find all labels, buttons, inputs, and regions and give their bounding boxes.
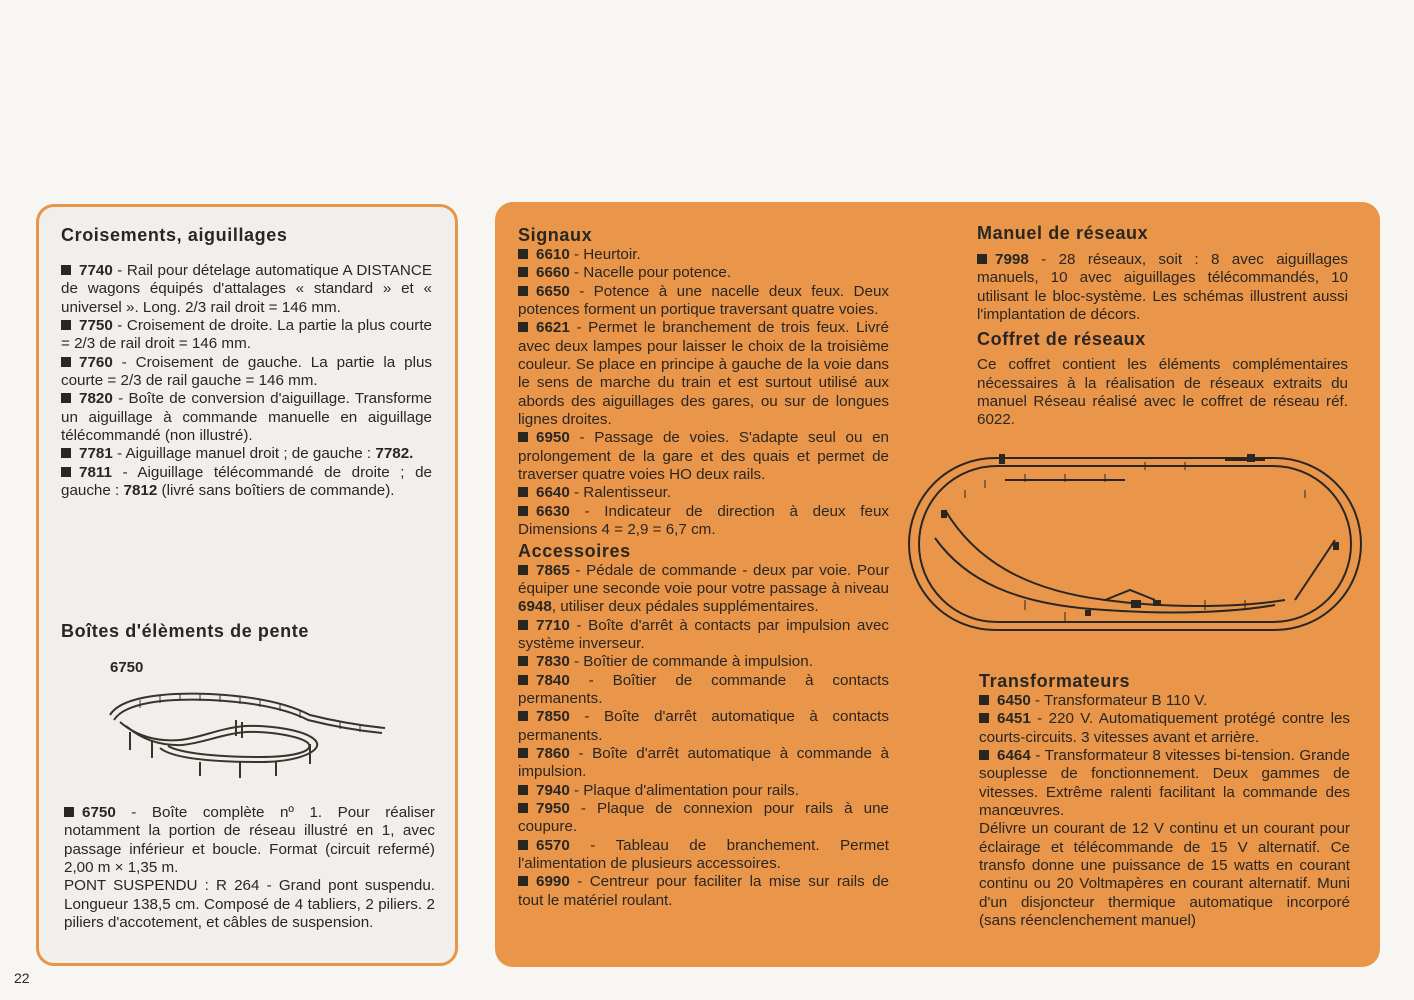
bullet-square-icon [61, 448, 71, 458]
bullet-square-icon [518, 506, 528, 516]
pont-suspendu-text: PONT SUSPENDU : R 264 - Grand pont suspendu. Longueur 138,5 cm. Composé de 4 tabliers, 2 piliers. 2 piliers d'accotement, et câbles de suspension. [64, 877, 435, 932]
list-item: 6570 - Tableau de branchement. Permet l'alimentation de plusieurs accessoires. [518, 836, 889, 872]
bullet-square-icon [977, 254, 987, 264]
section-title-transformateurs: Transformateurs [979, 671, 1131, 691]
list-item: 7740 - Rail pour dételage automatique A DISTANCE de wagons équipés d'attalages « standard » et « universel ». Long. 2/3 rail droit = 146 mm. [61, 262, 432, 316]
list-item: 7750 - Croisement de droite. La partie la plus courte = 2/3 de rail droit = 146 mm. [61, 317, 432, 353]
bullet-square-icon [61, 393, 71, 403]
track-layout-diagram [905, 450, 1365, 640]
list-item: 7940 - Plaque d'alimentation pour rails. [518, 782, 889, 800]
list-item: 6450 - Transformateur B 110 V. [979, 692, 1350, 710]
croisements-list [61, 262, 432, 500]
bullet-square-icon [518, 322, 528, 332]
bullet-square-icon [518, 748, 528, 758]
section-title-croisements: Croisements, aiguillages [61, 225, 288, 245]
list-item: 7820 - Boîte de conversion d'aiguillage. Transforme un aiguillage à commande manuelle en aiguillage télécommandé (non illustré). [61, 390, 432, 445]
bullet-square-icon [979, 695, 989, 705]
bullet-square-icon [64, 807, 74, 817]
list-item: 6464 - Transformateur 8 vitesses bi-tension. Grande souplesse de fonctionnement. Deux gammes de vitesses. Extrême ralenti facilitant la commande des manœuvres. [979, 747, 1350, 820]
list-item: 6451 - 220 V. Automatiquement protégé contre les courts-circuits. 3 vitesses avant et arrière. [979, 710, 1350, 746]
list-item: 7811 - Aiguillage télécommandé de droite ; de gauche : 7812 (livré sans boîtiers de commande). [61, 463, 432, 500]
bullet-square-icon [518, 876, 528, 886]
list-item: 6650 - Potence à une nacelle deux feux. Deux potences forment un portique traversant quatre voies. [518, 282, 889, 319]
list-item: 7830 - Boîtier de commande à impulsion. [518, 653, 889, 671]
list-item: 7998 - 28 réseaux, soit : 8 avec aiguillages manuels, 10 avec aiguillages télécommandés, 10 utilisant le bloc-système. Les schémas illustrent aussi l'implantation de décors. [977, 251, 1348, 324]
transformateurs-extra-text: Délivre un courant de 12 V continu et un courant pour éclairage et télécommande de 15 V alternatif. Ce transfo donne une puissance de 15 watts en courant continu ou 20 Voltmapères en courant alternatif. Muni d'un disjoncteur thermique automatique incorporé (sans réenclenchement manuel) [979, 820, 1350, 930]
list-item: 7860 - Boîte d'arrêt automatique à commande à impulsion. [518, 744, 889, 781]
list-item: 7781 - Aiguillage manuel droit ; de gauche : 7782. [61, 445, 432, 463]
slope-track-illustration [100, 680, 390, 780]
bullet-square-icon [61, 320, 71, 330]
bullet-square-icon [518, 432, 528, 442]
bullet-square-icon [518, 487, 528, 497]
bullet-square-icon [518, 803, 528, 813]
list-item: 7850 - Boîte d'arrêt automatique à contacts permanents. [518, 708, 889, 744]
bullet-square-icon [61, 357, 71, 367]
page-number: 22 [14, 970, 30, 986]
list-item: 7950 - Plaque de connexion pour rails à une coupure. [518, 799, 889, 836]
bullet-square-icon [979, 713, 989, 723]
section-title-boites-pente: Boîtes d'élèments de pente [61, 621, 309, 641]
list-item: 6660 - Nacelle pour potence. [518, 264, 889, 282]
bullet-square-icon [61, 265, 71, 275]
bullet-square-icon [518, 620, 528, 630]
list-item: 6610 - Heurtoir. [518, 246, 889, 264]
list-item: 7710 - Boîte d'arrêt à contacts par impulsion avec système inverseur. [518, 616, 889, 652]
bullet-square-icon [518, 656, 528, 666]
bullet-square-icon [518, 267, 528, 277]
list-item: 6950 - Passage de voies. S'adapte seul ou en prolongement de la gare et des quais et permet de traverser quatre voies HO deux rails. [518, 429, 889, 484]
transformateurs-column [979, 670, 1350, 930]
signaux-accessoires-column [518, 224, 889, 910]
list-item: 7865 - Pédale de commande - deux par voie. Pour équiper une seconde voie pour votre passage à niveau 6948, utiliser deux pédales supplémentaires. [518, 561, 889, 616]
list-item: 7840 - Boîtier de commande à contacts permanents. [518, 671, 889, 707]
coffret-text: Ce coffret contient les éléments complémentaires nécessaires à la réalisation de réseaux extraits du manuel Réseau réalisé avec le coffret de réseau réf. 6022. [977, 356, 1348, 429]
bullet-square-icon [518, 286, 528, 296]
list-item: 6990 - Centreur pour faciliter la mise sur rails de tout le matériel roulant. [518, 873, 889, 909]
bullet-square-icon [518, 785, 528, 795]
list-item: 7760 - Croisement de gauche. La partie la plus courte = 2/3 de rail gauche = 146 mm. [61, 353, 432, 390]
list-item: 6630 - Indicateur de direction à deux feux Dimensions 4 = 2,9 = 6,7 cm. [518, 502, 889, 539]
bullet-square-icon [518, 840, 528, 850]
bullet-square-icon [518, 249, 528, 259]
bullet-square-icon [61, 467, 71, 477]
section-title-signaux: Signaux [518, 225, 593, 245]
list-item: 6750 - Boîte complète nº 1. Pour réaliser notamment la portion de réseau illustré en 1, avec passage inférieur et boucle. Format (circuit refermé) 2,00 m × 1,35 m. [64, 804, 435, 877]
list-item: 6640 - Ralentisseur. [518, 484, 889, 502]
manuel-coffret-column [977, 222, 1348, 430]
bullet-square-icon [518, 675, 528, 685]
bullet-square-icon [518, 711, 528, 721]
list-item: 6621 - Permet le branchement de trois feux. Livré avec deux lampes pour laisser le choix de la troisième couleur. Se place en principe à gauche de la voie dans le sens de marche du train et est surtout utilisé aux abords des aiguillages des gares, ou sur de longues lignes droites. [518, 319, 889, 429]
section-title-manuel: Manuel de réseaux [977, 223, 1149, 243]
boite-text [64, 804, 435, 932]
figure-label: 6750 [110, 659, 144, 676]
bullet-square-icon [518, 565, 528, 575]
section-title-coffret: Coffret de réseaux [977, 329, 1146, 350]
bullet-square-icon [979, 750, 989, 760]
section-title-accessoires: Accessoires [518, 540, 631, 561]
